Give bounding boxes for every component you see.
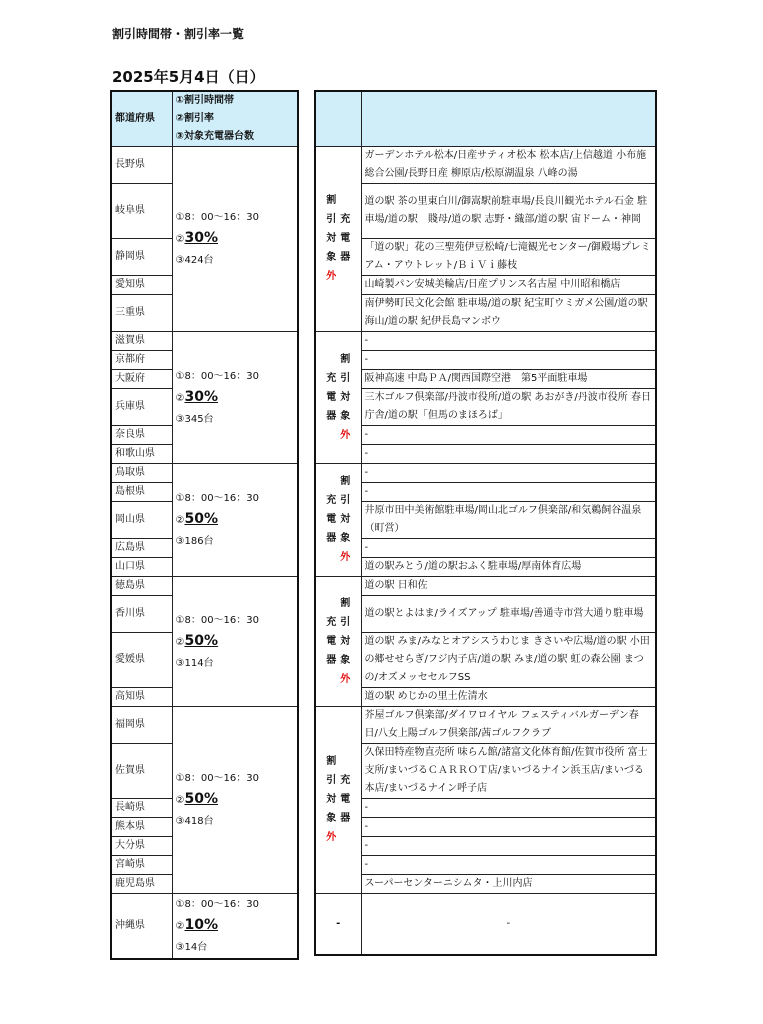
category-char: 外 [340, 673, 351, 685]
location-row [315, 482, 656, 501]
discount-time: ①8：00～16：30 [175, 614, 260, 626]
category-char: 引 [340, 495, 351, 506]
location-cell: 芥屋ゴルフ倶楽部/ダイワロイヤル フェスティバルガーデン春日/八女上陽ゴルフ倶楽部/茜ゴルフクラブ [361, 706, 656, 743]
location-cell: 久保田特産物直売所 味らん館/諸富文化体育館/佐賀市役所 富士支所/まいづるＣＡＲＲＯＴ店/まいづるナイン浜玉店/まいづる本店/まいづるナイン呼子店 [361, 743, 656, 798]
category-char: 器 [340, 813, 351, 824]
prefecture-cell: 山口県 [111, 558, 172, 577]
discount-rate-line [176, 228, 295, 250]
category-char: 充 [340, 214, 351, 225]
discount-rate-prefix: ② [175, 795, 185, 806]
location-row [315, 463, 656, 482]
category-label-left [326, 613, 336, 670]
charger-count: ③345台 [175, 413, 214, 425]
category-char: 電 [326, 391, 337, 403]
discount-rate-line [176, 509, 295, 531]
category-label-left [326, 491, 336, 548]
prefecture-cell: 大分県 [111, 837, 172, 856]
category-char: 充 [326, 616, 337, 628]
location-cell: - [361, 855, 656, 874]
location-cell: 道の駅 めじかの里土佐清水 [361, 687, 656, 706]
prefecture-cell: 香川県 [111, 596, 172, 633]
location-row [315, 425, 656, 444]
location-cell: 道の駅みとう/道の駅おふく駐車場/厚南体育広場 [361, 557, 656, 576]
prefecture-cell: 静岡県 [111, 239, 172, 276]
category-label-right [340, 350, 350, 445]
rate-info-cell [172, 332, 298, 464]
category-char: 対 [326, 233, 337, 244]
prefecture-cell: 奈良県 [111, 426, 172, 445]
rate-info-cell [172, 707, 298, 894]
prefecture-cell: 長崎県 [111, 799, 172, 818]
prefecture-cell: 長野県 [111, 147, 172, 184]
prefecture-cell: 鳥取県 [111, 464, 172, 483]
prefecture-cell: 愛媛県 [111, 633, 172, 688]
location-cell: - [361, 538, 656, 557]
category-char: 電 [326, 635, 337, 647]
header-rate-line: ②割引率 [175, 113, 214, 124]
header-count-line: ③対象充電器台数 [175, 131, 254, 142]
category-char: 対 [340, 391, 351, 403]
charger-count: ③114台 [175, 657, 214, 669]
category-cell [315, 706, 361, 893]
location-row [315, 369, 656, 388]
location-row [315, 331, 656, 350]
location-row [315, 687, 656, 706]
rate-info-cell [172, 577, 298, 707]
location-cell: 道の駅 みま/みなとオアシスうわじま きさいや広場/道の駅 小田の郷せせらぎ/フジ内子店/道の駅 みま/道の駅 虹の森公園 まつの/オズメッセセルフSS [361, 632, 656, 687]
location-cell: - [361, 463, 656, 482]
prefecture-cell: 佐賀県 [111, 744, 172, 799]
location-cell: 井原市田中美術館駐車場/岡山北ゴルフ倶楽部/和気鵜飼谷温泉（町営） [361, 501, 656, 538]
discount-rate-prefix: ② [175, 921, 185, 932]
prefecture-cell: 島根県 [111, 483, 172, 502]
category-char: 象 [326, 252, 337, 263]
prefecture-cell: 熊本県 [111, 818, 172, 837]
category-label-right [340, 472, 350, 567]
location-row [315, 576, 656, 595]
prefecture-cell: 高知県 [111, 688, 172, 707]
category-char: 象 [340, 654, 351, 666]
discount-rate: 30% [184, 230, 218, 246]
category-char: 割 [340, 476, 351, 487]
rate-info-cell [172, 464, 298, 577]
category-char: 引 [326, 214, 337, 225]
table-header-row [315, 91, 656, 146]
prefecture-cell: 鹿児島県 [111, 875, 172, 894]
prefecture-cell: 福岡県 [111, 707, 172, 744]
location-row [315, 238, 656, 275]
prefecture-cell: 兵庫県 [111, 389, 172, 426]
location-row [315, 275, 656, 294]
location-cell: ガーデンホテル松本/日産サティオ松本 松本店/上信越道 小布施総合公園/長野日産 柳原店/松原湖温泉 八峰の湯 [361, 146, 656, 183]
category-label-right [340, 771, 350, 828]
discount-rate: 50% [184, 511, 218, 527]
discount-time: ①8：00～16：30 [175, 212, 260, 223]
location-row [315, 388, 656, 425]
discount-rate: 30% [184, 388, 218, 405]
header-time-line: ①割引時間帯 [175, 95, 234, 106]
category-cell [315, 463, 361, 576]
discount-time: ①8：00～16：30 [175, 773, 260, 784]
location-cell: - [361, 817, 656, 836]
category-label-right [340, 210, 350, 267]
rate-info-cell [172, 147, 298, 332]
category-char: 充 [326, 495, 337, 506]
category-char: 電 [326, 514, 337, 525]
location-cell: 南伊勢町民文化会館 駐車場/道の駅 紀宝町ウミガメ公園/道の駅 海山/道の駅 紀伊長島マンボウ [361, 294, 656, 331]
prefecture-cell: 広島県 [111, 539, 172, 558]
location-cell: 道の駅 茶の里東白川/御嵩駅前駐車場/長良川観光ホテル石金 駐車場/道の駅 賤母/道の駅 志野・織部/道の駅 宙ドーム・神岡 [361, 183, 656, 238]
category-char: 対 [326, 794, 337, 805]
category-label-left [326, 191, 336, 286]
discount-rate: 50% [184, 632, 218, 649]
location-cell: - [361, 482, 656, 501]
category-char: 器 [326, 533, 337, 544]
location-row [315, 444, 656, 463]
prefecture-cell: 宮崎県 [111, 856, 172, 875]
category-char: 象 [340, 410, 351, 422]
location-row [315, 557, 656, 576]
category-char: 引 [340, 372, 351, 384]
location-cell: 「道の駅」花の三聖苑伊豆松崎/七滝観光センター/御殿場プレミアム・アウトレット/ＢｉＶｉ藤枝 [361, 238, 656, 275]
charger-location-table [314, 90, 657, 956]
discount-rate-table [110, 90, 299, 960]
category-label-left [326, 369, 336, 426]
rate-header [172, 91, 298, 147]
category-label-left [326, 752, 336, 847]
category-char: 割 [340, 353, 351, 365]
location-cell: - [361, 331, 656, 350]
document-title: 割引時間帯・割引率一覧 [112, 27, 245, 41]
location-cell: 阪神高速 中島ＰＡ/関西国際空港 第5平面駐車場 [361, 369, 656, 388]
discount-rate-prefix: ② [175, 392, 185, 404]
category-char: 器 [326, 410, 337, 422]
category-cell [315, 331, 361, 463]
prefecture-cell: 岐阜県 [111, 184, 172, 239]
category-char: 対 [340, 514, 351, 525]
prefecture-row [111, 577, 298, 596]
category-char: 割 [326, 195, 337, 206]
prefecture-row [111, 147, 298, 184]
category-char: 充 [326, 372, 337, 384]
discount-time: ①8：00～16：30 [175, 899, 260, 910]
discount-rate: 10% [184, 917, 218, 933]
category-char: 器 [340, 252, 351, 263]
location-row [315, 836, 656, 855]
category-char: 外 [340, 429, 351, 441]
discount-rate-prefix: ② [175, 636, 185, 648]
location-row [315, 874, 656, 893]
prefecture-cell: 徳島県 [111, 577, 172, 596]
category-char: 象 [340, 533, 351, 544]
location-row [315, 632, 656, 687]
location-row [315, 146, 656, 183]
prefecture-row [111, 894, 298, 960]
location-cell: - [361, 350, 656, 369]
category-char: 外 [340, 552, 351, 563]
category-char: 外 [326, 271, 337, 282]
category-char: 引 [340, 616, 351, 628]
location-cell: スーパーセンターニシムタ・上川内店 [361, 874, 656, 893]
discount-time: ①8：00～16：30 [175, 493, 260, 504]
category-char: 外 [326, 832, 337, 843]
prefecture-cell: 岡山県 [111, 502, 172, 539]
category-label-right [340, 594, 350, 689]
prefecture-cell: 愛知県 [111, 276, 172, 295]
location-row [315, 538, 656, 557]
location-row [315, 350, 656, 369]
prefecture-cell: 三重県 [111, 295, 172, 332]
discount-rate-line [176, 631, 295, 653]
location-row [315, 743, 656, 798]
location-cell: - [361, 798, 656, 817]
category-char: 対 [340, 635, 351, 647]
discount-rate-line [176, 387, 295, 409]
prefecture-cell: 京都府 [111, 351, 172, 370]
location-cell: 道の駅とよはま/ライズアップ 駐車場/善通寺市営大通り駐車場 [361, 595, 656, 632]
date-heading: 2025年5月4日（日） [112, 68, 265, 86]
discount-time: ①8：00～16：30 [175, 370, 260, 382]
prefecture-row [111, 332, 298, 351]
prefecture-cell: 大阪府 [111, 370, 172, 389]
location-cell: 道の駅 日和佐 [361, 576, 656, 595]
prefecture-cell: 滋賀県 [111, 332, 172, 351]
prefecture-cell: 和歌山県 [111, 445, 172, 464]
category-char: 引 [326, 775, 337, 786]
category-char: 電 [340, 794, 351, 805]
category-cell [315, 146, 361, 331]
location-row [315, 595, 656, 632]
location-header [361, 91, 656, 146]
prefecture-cell: 沖縄県 [111, 894, 172, 960]
discount-rate-prefix: ② [175, 234, 185, 245]
category-char: 割 [326, 756, 337, 767]
location-row [315, 706, 656, 743]
discount-rate-prefix: ② [175, 515, 185, 526]
location-row [315, 893, 656, 955]
location-cell: - [361, 836, 656, 855]
location-row [315, 501, 656, 538]
charger-count: ③186台 [175, 536, 214, 547]
category-cell [315, 893, 361, 955]
discount-rate-line [176, 789, 295, 811]
location-row [315, 798, 656, 817]
table-header-row [111, 91, 298, 147]
discount-rate: 50% [184, 791, 218, 807]
category-char: 充 [340, 775, 351, 786]
charger-count: ③14台 [175, 942, 208, 953]
location-cell: 三木ゴルフ倶楽部/丹波市役所/道の駅 あおがき/丹波市役所 春日庁舎/道の駅「但馬のまほろば」 [361, 388, 656, 425]
category-char: 割 [340, 597, 351, 609]
category-dash: - [336, 917, 341, 929]
rate-info-cell [172, 894, 298, 960]
discount-rate-line [176, 915, 295, 937]
category-char: 器 [326, 654, 337, 666]
category-cell [315, 576, 361, 706]
location-cell: 山崎製パン安城美輪店/日産プリンス名古屋 中川昭和橋店 [361, 275, 656, 294]
prefecture-row [111, 464, 298, 483]
location-row [315, 817, 656, 836]
location-cell: - [361, 425, 656, 444]
charger-count: ③424台 [175, 255, 214, 266]
location-cell: - [361, 893, 656, 955]
location-cell: - [361, 444, 656, 463]
category-header [315, 91, 361, 146]
prefecture-row [111, 707, 298, 744]
location-row [315, 294, 656, 331]
location-row [315, 183, 656, 238]
prefecture-header: 都道府県 [111, 91, 172, 147]
location-row [315, 855, 656, 874]
category-char: 象 [326, 813, 337, 824]
category-char: 電 [340, 233, 351, 244]
charger-count: ③418台 [175, 816, 214, 827]
